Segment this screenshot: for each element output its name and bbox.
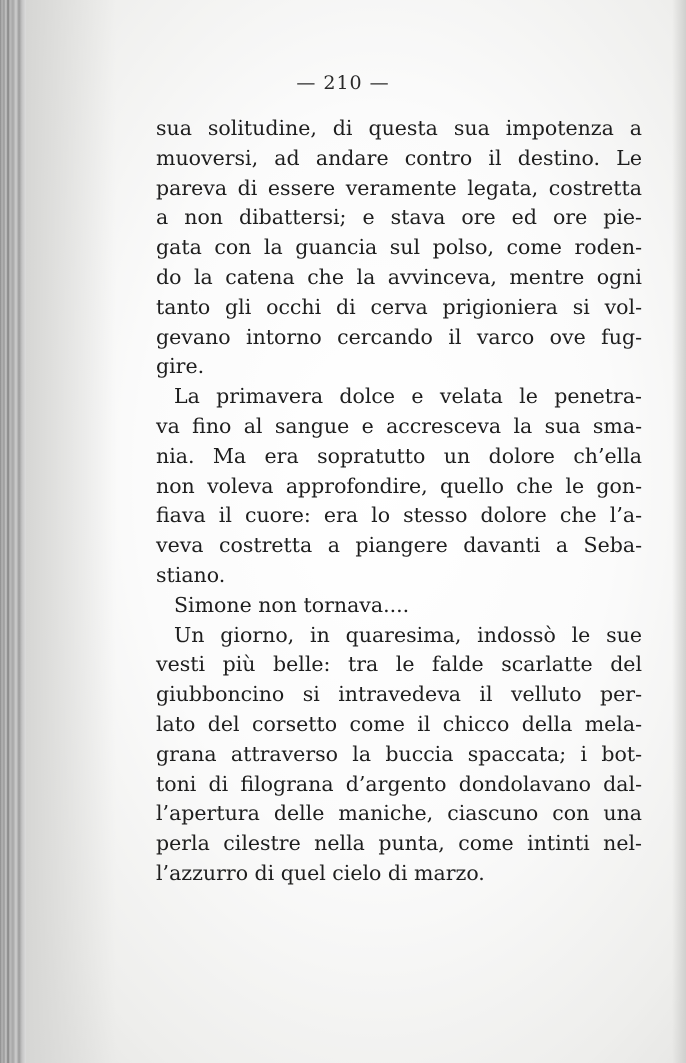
text-line: gata con la guancia sul polso, come roden- bbox=[156, 235, 642, 260]
text-line: nia. Ma era sopratutto un dolore ch’ella bbox=[156, 443, 642, 468]
text-line: stiano. bbox=[156, 562, 226, 587]
text-line: perla cilestre nella punta, come intinti nel- bbox=[156, 831, 642, 856]
text-line: l’apertura delle maniche, ciascuno con una bbox=[156, 801, 642, 826]
text-line: Simone non tornava.... bbox=[174, 592, 410, 617]
book-binding-gutter bbox=[0, 0, 26, 1063]
text-line: vesti più belle: tra le falde scarlatte del bbox=[156, 652, 642, 677]
text-line: a non dibattersi; e stava ore ed ore pie- bbox=[156, 205, 642, 230]
text-line: Un giorno, in quaresima, indossò le sue bbox=[174, 622, 642, 647]
text-line: giubboncino si intravedeva il velluto per- bbox=[156, 682, 642, 707]
text-line: tanto gli occhi di cerva prigioniera si vol- bbox=[156, 294, 642, 319]
text-line: va fino al sangue e accresceva la sua sma- bbox=[156, 413, 642, 438]
gutter-shadow bbox=[26, 0, 116, 1063]
text-line: pareva di essere veramente legata, costretta bbox=[156, 175, 642, 200]
text-line: La primavera dolce e velata le penetra- bbox=[174, 384, 642, 409]
body-text bbox=[156, 114, 642, 889]
text-line: non voleva approfondire, quello che le gon- bbox=[156, 473, 642, 498]
page-edge-shadow bbox=[672, 0, 686, 1063]
text-line: toni di filograna d’argento dondolavano dal- bbox=[156, 771, 642, 796]
text-line: muoversi, ad andare contro il destino. Le bbox=[156, 145, 642, 170]
text-line: gevano intorno cercando il varco ove fug- bbox=[156, 324, 642, 349]
page-number: — 210 — bbox=[296, 72, 390, 94]
text-line: do la catena che la avvinceva, mentre ogni bbox=[156, 264, 642, 289]
text-line: veva costretta a piangere davanti a Seba- bbox=[156, 533, 642, 558]
text-line: sua solitudine, di questa sua impotenza a bbox=[156, 116, 642, 140]
text-line: l’azzurro di quel cielo di marzo. bbox=[156, 860, 485, 885]
text-line: grana attraverso la buccia spaccata; i bot- bbox=[156, 741, 642, 766]
text-line: fiava il cuore: era lo stesso dolore che l’a- bbox=[156, 503, 642, 528]
text-line: gire. bbox=[156, 354, 205, 379]
text-line: lato del corsetto come il chicco della mela- bbox=[156, 711, 642, 736]
